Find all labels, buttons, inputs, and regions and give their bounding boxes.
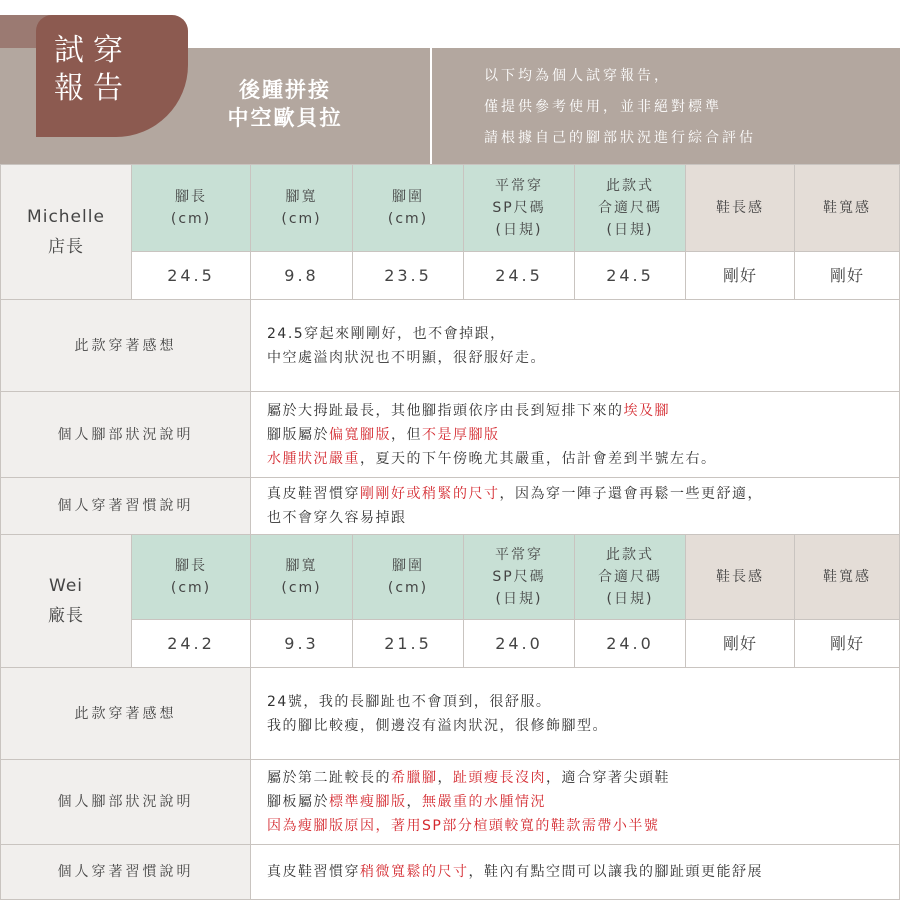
value-foot-length: 24.5 [131,251,251,300]
text-segment: 真皮鞋習慣穿 [267,486,360,502]
highlighted-text: 標準瘦腳版 [329,794,407,810]
text-line [267,322,546,346]
col-header-foot-girth: 腳圍 (cm) [352,534,464,620]
highlighted-text: 水腫狀況嚴重 [267,450,360,467]
text-segment: 腳版屬於 [267,426,329,443]
text-segment: ，但 [391,426,422,443]
impression-text [250,299,900,392]
col-header-width-feel: 鞋寬感 [794,164,900,252]
col-header-width-feel: 鞋寬感 [794,534,900,620]
disclaimer-note [484,61,756,154]
text-line [267,766,670,790]
note-line-2: 僅提供參考使用，並非絕對標準 [484,99,722,115]
badge-line-2: 報告 [54,71,132,106]
impression-text [250,667,900,760]
text-segment: 屬於第二趾較長的 [267,770,391,786]
highlighted-text: 無嚴重的水腫情況 [422,794,546,810]
value-usual-size: 24.5 [463,251,575,300]
highlighted-text: 剛剛好或稍緊的尺寸 [360,486,500,502]
text-segment: 中空處溢肉狀況也不明顯，很舒服好走。 [267,349,546,366]
text-segment: 真皮鞋習慣穿 [267,864,360,880]
product-title-line-2: 中空歐貝拉 [227,106,343,130]
value-foot-width: 9.3 [250,619,353,668]
reviewer-name-cell [0,534,132,668]
value-fit-size: 24.5 [574,251,686,300]
col-header-fit-size: 此款式 合適尺碼 (日規) [574,534,686,620]
label-wearing-habit: 個人穿著習慣說明 [0,844,251,900]
text-segment: 腳板屬於 [267,794,329,810]
foot-condition-text [250,391,900,478]
value-foot-width: 9.8 [250,251,353,300]
value-usual-size: 24.0 [463,619,575,668]
col-header-foot-length: 腳長 (cm) [131,164,251,252]
wearing-habit-text [250,477,900,535]
value-length-feel: 剛好 [685,251,795,300]
product-title-line-1: 後踵拼接 [239,78,331,102]
text-line [267,506,763,530]
wearing-habit-text [250,844,900,900]
note-line-1: 以下均為個人試穿報告， [484,68,671,84]
reviewer-name: Michelle [27,207,105,227]
col-header-length-feel: 鞋長感 [685,164,795,252]
text-segment: ，因為穿一陣子還會再鬆一些更舒適， [499,486,763,502]
text-segment: 24.5穿起來剛剛好，也不會掉跟， [267,325,506,342]
col-header-foot-length: 腳長 (cm) [131,534,251,620]
text-line [267,399,717,423]
text-line [267,814,670,838]
col-header-length-feel: 鞋長感 [685,534,795,620]
label-impression: 此款穿著感想 [0,299,251,392]
reviewer-role: 廠長 [48,606,84,626]
text-line [267,860,763,884]
value-foot-length: 24.2 [131,619,251,668]
text-line [267,423,717,447]
highlighted-text: 埃及腳 [623,402,670,419]
text-line [267,482,763,506]
value-length-feel: 剛好 [685,619,795,668]
text-segment: ，適合穿著尖頭鞋 [546,770,670,786]
highlighted-text: 因為瘦腳版原因，著用SP部分楦頭較寬的鞋款需帶小半號 [267,818,660,834]
text-line [267,690,608,714]
value-width-feel: 剛好 [794,619,900,668]
value-width-feel: 剛好 [794,251,900,300]
highlighted-text: 希臘腳 [391,770,438,786]
badge-line-1: 試穿 [54,33,132,68]
foot-condition-text [250,759,900,845]
text-segment: 也不會穿久容易掉跟 [267,510,407,526]
highlighted-text: 不是厚腳版 [422,426,500,443]
value-fit-size: 24.0 [574,619,686,668]
text-segment: ， [437,770,453,786]
highlighted-text: 趾頭瘦長沒肉 [453,770,546,786]
text-segment: ， [406,794,422,810]
col-header-foot-girth: 腳圍 (cm) [352,164,464,252]
text-line [267,346,546,370]
highlighted-text: 偏寬腳版 [329,426,391,443]
text-line [267,790,670,814]
label-impression: 此款穿著感想 [0,667,251,760]
text-segment: ，鞋內有點空間可以讓我的腳趾頭更能舒展 [468,864,763,880]
value-foot-girth: 21.5 [352,619,464,668]
text-segment: 屬於大拇趾最長，其他腳指頭依序由長到短排下來的 [267,402,624,419]
reviewer-name: Wei [49,576,83,596]
label-wearing-habit: 個人穿著習慣說明 [0,477,251,535]
label-foot-condition: 個人腳部狀況說明 [0,759,251,845]
reviewer-name-cell [0,164,132,300]
value-foot-girth: 23.5 [352,251,464,300]
text-segment: 我的腳比較瘦，側邊沒有溢肉狀況，很修飾腳型。 [267,717,608,734]
col-header-usual-size: 平常穿 SP尺碼 (日規) [463,164,575,252]
highlighted-text: 稍微寬鬆的尺寸 [360,864,469,880]
label-foot-condition: 個人腳部狀況說明 [0,391,251,478]
text-segment: ，夏天的下午傍晚尤其嚴重，估計會差到半號左右。 [360,450,717,467]
text-segment: 24號，我的長腳趾也不會頂到，很舒服。 [267,693,552,710]
header-divider [430,48,432,164]
col-header-foot-width: 腳寬 (cm) [250,534,353,620]
col-header-foot-width: 腳寬 (cm) [250,164,353,252]
text-line [267,447,717,471]
note-line-3: 請根據自己的腳部狀況進行綜合評估 [484,130,756,146]
reviewer-role: 店長 [48,237,84,257]
product-title [190,76,380,132]
col-header-fit-size: 此款式 合適尺碼 (日規) [574,164,686,252]
col-header-usual-size: 平常穿 SP尺碼 (日規) [463,534,575,620]
text-line [267,714,608,738]
